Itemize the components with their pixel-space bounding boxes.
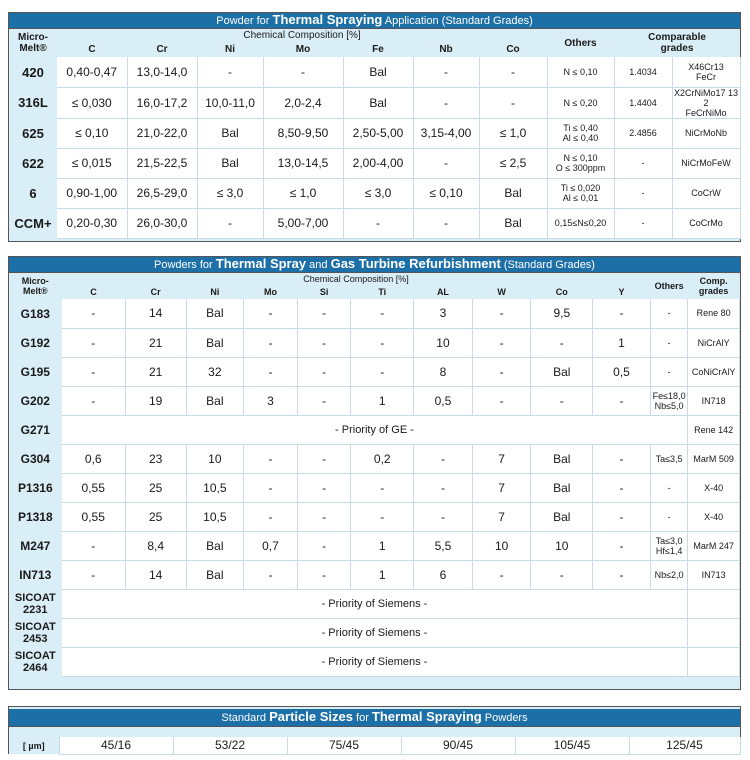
composition-cell: ≤ 3,0 xyxy=(343,178,413,208)
composition-cell: Bal xyxy=(186,386,244,415)
composition-cell: 10 xyxy=(472,531,531,560)
composition-cell: Bal xyxy=(343,87,413,118)
composition-cell: - xyxy=(244,502,298,531)
composition-cell: - xyxy=(414,502,473,531)
composition-cell: 1 xyxy=(593,328,651,357)
composition-cell: Bal xyxy=(531,502,593,531)
corner-label: Micro- Melt® xyxy=(21,276,49,296)
grade-label: G195 xyxy=(9,357,62,386)
others-header: Others xyxy=(654,281,684,291)
composition-cell: - xyxy=(244,328,298,357)
composition-cell: - xyxy=(413,57,479,87)
composition-cell: - xyxy=(297,473,351,502)
composition-cell: ≤ 0,10 xyxy=(57,118,127,148)
composition-cell: - xyxy=(351,328,414,357)
corner-label: Micro- Melt® xyxy=(18,32,48,54)
composition-cell: - xyxy=(593,560,651,589)
comparable-grade-cell: Rene 80 xyxy=(688,299,740,328)
composition-cell: - xyxy=(414,444,473,473)
others-cell: Ti ≤ 0,40 Al ≤ 0,40 xyxy=(547,118,614,148)
composition-cell: 0,55 xyxy=(62,473,126,502)
composition-cell: Bal xyxy=(197,148,263,178)
others-cell: - xyxy=(650,328,687,357)
table3-title-bold2: Thermal Spraying xyxy=(371,709,482,724)
table1-title-post: Application (Standard Grades) xyxy=(384,15,533,27)
comparable-grade-cell xyxy=(688,618,740,647)
grade-label: P1316 xyxy=(9,473,62,502)
composition-cell: - xyxy=(62,560,126,589)
composition-cell: 2,00-4,00 xyxy=(343,148,413,178)
priority-note: - Priority of Siemens - xyxy=(62,618,688,647)
material-number-cell: - xyxy=(614,148,672,178)
composition-cell: - xyxy=(593,502,651,531)
particle-size-cell: 105/45 xyxy=(515,737,629,754)
gas-turbine-table xyxy=(8,256,741,690)
table-row xyxy=(9,473,740,502)
table-row xyxy=(9,178,740,208)
grade-label: SICOAT 2464 xyxy=(9,647,62,676)
composition-cell: - xyxy=(62,299,126,328)
table1-grid xyxy=(9,29,741,239)
chem-caption: Chemical Composition [%] xyxy=(303,274,409,284)
composition-cell: 2,50-5,00 xyxy=(343,118,413,148)
grade-label: CCM+ xyxy=(9,208,57,238)
composition-cell: 25 xyxy=(125,473,186,502)
composition-cell: - xyxy=(479,87,547,118)
particle-size-cell: 75/45 xyxy=(287,737,401,754)
composition-cell: 5,5 xyxy=(414,531,473,560)
composition-cell: 32 xyxy=(186,357,244,386)
table-row xyxy=(9,148,740,178)
table1-title xyxy=(9,13,740,29)
composition-cell: 10 xyxy=(414,328,473,357)
grade-label: 420 xyxy=(9,57,57,87)
composition-cell: - xyxy=(593,444,651,473)
composition-cell: 21,5-22,5 xyxy=(127,148,197,178)
table1-title-bold: Thermal Spraying xyxy=(272,13,383,27)
table2-title-mid: and xyxy=(309,259,328,271)
comparable-grade-cell: X2CrNiMo17 13 2 FeCrNiMo xyxy=(674,87,739,118)
table3-title-mid: for xyxy=(356,712,369,724)
composition-cell: - xyxy=(62,531,126,560)
priority-note: - Priority of Siemens - xyxy=(62,589,688,618)
composition-cell: 9,5 xyxy=(531,299,593,328)
composition-cell: 0,90-1,00 xyxy=(57,178,127,208)
table-row xyxy=(9,618,740,647)
comparable-grade-cell: IN713 xyxy=(688,560,740,589)
table-row xyxy=(9,386,740,415)
grade-label: P1318 xyxy=(9,502,62,531)
material-number-cell: 1.4034 xyxy=(614,57,672,87)
grade-label: 6 xyxy=(9,178,57,208)
table3-title-pre: Standard xyxy=(221,712,267,724)
composition-cell: - xyxy=(472,328,531,357)
composition-cell: - xyxy=(62,386,126,415)
composition-cell: 0,40-0,47 xyxy=(57,57,127,87)
composition-cell: ≤ 0,030 xyxy=(57,87,127,118)
composition-cell: 14 xyxy=(125,299,186,328)
composition-cell: Bal xyxy=(186,299,244,328)
composition-cell: - xyxy=(351,473,414,502)
composition-cell: - xyxy=(197,208,263,238)
composition-cell: - xyxy=(297,386,351,415)
composition-cell: 8,50-9,50 xyxy=(263,118,343,148)
composition-cell: - xyxy=(351,299,414,328)
others-cell: - xyxy=(650,473,687,502)
table2-title-bold1: Thermal Spray xyxy=(215,257,307,271)
comparable-header: Comparable grades xyxy=(648,32,706,54)
composition-cell: Bal xyxy=(343,57,413,87)
composition-cell: 26,5-29,0 xyxy=(127,178,197,208)
priority-note: - Priority of GE - xyxy=(62,415,688,444)
table1-title-pre: Powder for xyxy=(216,15,270,27)
table-row xyxy=(9,589,740,618)
table-row xyxy=(9,87,740,118)
table-row xyxy=(9,502,740,531)
grade-label: 625 xyxy=(9,118,57,148)
composition-cell: ≤ 1,0 xyxy=(479,118,547,148)
table-row xyxy=(9,299,740,328)
table-row xyxy=(9,118,740,148)
particle-size-cell: 90/45 xyxy=(401,737,515,754)
composition-cell: 8,4 xyxy=(125,531,186,560)
element-header: Ti xyxy=(378,287,387,297)
composition-cell: 1 xyxy=(351,386,414,415)
composition-cell: Bal xyxy=(531,444,593,473)
composition-cell: 0,5 xyxy=(593,357,651,386)
composition-cell: 2,0-2,4 xyxy=(263,87,343,118)
comparable-grade-cell: MarM 509 xyxy=(688,444,740,473)
composition-cell: - xyxy=(62,328,126,357)
composition-cell: Bal xyxy=(186,560,244,589)
comparable-grade-cell: Rene 142 xyxy=(688,415,740,444)
composition-cell: - xyxy=(593,299,651,328)
composition-cell: - xyxy=(244,560,298,589)
element-header: Si xyxy=(319,287,329,297)
others-cell: - xyxy=(650,357,687,386)
composition-cell: Bal xyxy=(197,118,263,148)
comparable-grade-cell: CoNiCrAlY xyxy=(688,357,740,386)
comparable-grade-cell xyxy=(688,589,740,618)
composition-cell: - xyxy=(244,473,298,502)
element-header: AL xyxy=(436,287,449,297)
comparable-grade-cell: X-40 xyxy=(688,473,740,502)
composition-cell: ≤ 3,0 xyxy=(197,178,263,208)
composition-cell: 0,2 xyxy=(351,444,414,473)
table2-title-bold2: Gas Turbine Refurbishment xyxy=(330,257,501,271)
composition-cell: - xyxy=(413,148,479,178)
comparable-grade-cell: IN718 xyxy=(688,386,740,415)
table3-title-bold1: Particle Sizes xyxy=(269,709,353,724)
composition-cell: - xyxy=(297,444,351,473)
element-header: Mo xyxy=(263,287,277,297)
composition-cell: - xyxy=(351,502,414,531)
grade-label: G304 xyxy=(9,444,62,473)
composition-cell: 6 xyxy=(414,560,473,589)
priority-note: - Priority of Siemens - xyxy=(62,647,688,676)
element-header: C xyxy=(90,287,97,297)
table-row xyxy=(9,415,740,444)
composition-cell: 0,55 xyxy=(62,502,126,531)
others-cell: Ti ≤ 0,020 Al ≤ 0,01 xyxy=(547,178,614,208)
table3-grid xyxy=(9,737,741,755)
others-cell: N ≤ 0,10 xyxy=(547,57,614,87)
chem-caption: Chemical Composition [%] xyxy=(243,30,361,41)
composition-cell: 10 xyxy=(531,531,593,560)
composition-cell: - xyxy=(297,531,351,560)
thermal-spraying-table xyxy=(8,12,741,242)
table2-title xyxy=(9,257,740,273)
composition-cell: 3 xyxy=(244,386,298,415)
composition-cell: 10,5 xyxy=(186,473,244,502)
composition-cell: 0,5 xyxy=(414,386,473,415)
material-number-cell: 2.4856 xyxy=(614,118,672,148)
composition-cell: 1 xyxy=(351,560,414,589)
grade-label: IN713 xyxy=(9,560,62,589)
table2-title-post: (Standard Grades) xyxy=(503,259,595,271)
grade-label: SICOAT 2453 xyxy=(9,618,62,647)
composition-cell: - xyxy=(472,299,531,328)
comparable-grade-cell: X46Cr13 FeCr xyxy=(672,57,740,87)
element-header: Cr xyxy=(156,44,168,55)
element-header: Ni xyxy=(210,287,220,297)
table3-title xyxy=(9,709,740,727)
particle-sizes-table xyxy=(8,706,741,754)
particle-size-cell: 125/45 xyxy=(629,737,740,754)
composition-cell: 0,20-0,30 xyxy=(57,208,127,238)
composition-cell: 21 xyxy=(125,328,186,357)
table2-grid xyxy=(9,273,740,677)
composition-cell: 10 xyxy=(186,444,244,473)
composition-cell: 7 xyxy=(472,444,531,473)
grade-label: G271 xyxy=(9,415,62,444)
composition-cell: 1 xyxy=(351,531,414,560)
particle-size-cell: 45/16 xyxy=(59,737,173,754)
comparable-grade-cell: X-40 xyxy=(688,502,740,531)
element-header: Mo xyxy=(295,44,311,55)
composition-cell: - xyxy=(531,328,593,357)
composition-cell: - xyxy=(297,328,351,357)
composition-cell: 7 xyxy=(472,502,531,531)
table-row xyxy=(9,531,740,560)
others-cell: Ta≤3,0 Hf≤1,4 xyxy=(650,531,687,560)
material-number-cell: - xyxy=(614,178,672,208)
composition-cell: 10,0-11,0 xyxy=(197,87,263,118)
composition-cell: - xyxy=(62,357,126,386)
grade-label: SICOAT 2231 xyxy=(9,589,62,618)
element-header: Cr xyxy=(150,287,161,297)
composition-cell: 3 xyxy=(414,299,473,328)
element-header: Co xyxy=(506,44,520,55)
composition-cell: 21,0-22,0 xyxy=(127,118,197,148)
grade-label: 622 xyxy=(9,148,57,178)
composition-cell: Bal xyxy=(186,328,244,357)
composition-cell: 5,00-7,00 xyxy=(263,208,343,238)
composition-cell: - xyxy=(244,357,298,386)
composition-cell: - xyxy=(343,208,413,238)
composition-cell: - xyxy=(593,473,651,502)
composition-cell: 0,7 xyxy=(244,531,298,560)
composition-cell: - xyxy=(531,560,593,589)
composition-cell: 23 xyxy=(125,444,186,473)
particle-size-cell: 53/22 xyxy=(173,737,287,754)
material-number-cell: 1.4404 xyxy=(614,87,672,118)
particle-size-row xyxy=(9,737,740,754)
table-row xyxy=(9,357,740,386)
composition-cell: 8 xyxy=(414,357,473,386)
element-header: Fe xyxy=(372,44,384,55)
comparable-grade-cell: CoCrMo xyxy=(672,208,740,238)
composition-cell: - xyxy=(472,386,531,415)
table3-title-post: Powders xyxy=(484,712,528,724)
composition-cell: - xyxy=(413,87,479,118)
composition-cell: 16,0-17,2 xyxy=(127,87,197,118)
composition-cell: Bal xyxy=(479,208,547,238)
grade-label: 316L xyxy=(9,87,57,118)
comparable-grade-cell: MarM 247 xyxy=(688,531,740,560)
comparable-header: Comp. grades xyxy=(698,276,729,296)
comparable-grade-cell: NiCrMoNb xyxy=(672,118,740,148)
others-header: Others xyxy=(564,37,597,49)
grade-label: G192 xyxy=(9,328,62,357)
composition-cell: 21 xyxy=(125,357,186,386)
composition-cell: ≤ 0,015 xyxy=(57,148,127,178)
composition-cell: Bal xyxy=(186,531,244,560)
composition-cell: - xyxy=(297,299,351,328)
composition-cell: 13,0-14,0 xyxy=(127,57,197,87)
composition-cell: 3,15-4,00 xyxy=(413,118,479,148)
composition-cell: - xyxy=(472,357,531,386)
composition-cell: - xyxy=(351,357,414,386)
others-cell: N ≤ 0,20 xyxy=(547,87,614,118)
composition-cell: - xyxy=(593,386,651,415)
others-cell: - xyxy=(650,299,687,328)
table2-title-pre: Powders for xyxy=(154,259,213,271)
composition-cell: - xyxy=(531,386,593,415)
unit-label: [ µm] xyxy=(9,737,59,754)
grade-label: G183 xyxy=(9,299,62,328)
composition-cell: 14 xyxy=(125,560,186,589)
composition-cell: - xyxy=(263,57,343,87)
composition-cell: - xyxy=(297,357,351,386)
comparable-grade-cell xyxy=(688,647,740,676)
table-row xyxy=(9,208,740,238)
composition-cell: 0,6 xyxy=(62,444,126,473)
composition-cell: - xyxy=(593,531,651,560)
element-header: C xyxy=(88,44,96,55)
composition-cell: 13,0-14,5 xyxy=(263,148,343,178)
others-cell: Fe≤18,0 Nb≤5,0 xyxy=(650,386,687,415)
others-cell: Ta≤3,5 xyxy=(650,444,687,473)
others-cell: 0,15≤N≤0,20 xyxy=(547,208,614,238)
table-row xyxy=(9,328,740,357)
composition-cell: - xyxy=(479,57,547,87)
element-header: W xyxy=(497,287,506,297)
composition-cell: Bal xyxy=(531,357,593,386)
composition-cell: - xyxy=(297,560,351,589)
composition-cell: Bal xyxy=(531,473,593,502)
composition-cell: - xyxy=(414,473,473,502)
comparable-grade-cell: NiCrAlY xyxy=(688,328,740,357)
composition-cell: - xyxy=(297,502,351,531)
composition-cell: 19 xyxy=(125,386,186,415)
composition-cell: ≤ 1,0 xyxy=(263,178,343,208)
grade-label: M247 xyxy=(9,531,62,560)
composition-cell: - xyxy=(244,444,298,473)
grade-label: G202 xyxy=(9,386,62,415)
composition-cell: - xyxy=(413,208,479,238)
table-row xyxy=(9,560,740,589)
element-header: Nb xyxy=(439,44,453,55)
others-cell: - xyxy=(650,502,687,531)
composition-cell: Bal xyxy=(479,178,547,208)
composition-cell: ≤ 0,10 xyxy=(413,178,479,208)
composition-cell: 25 xyxy=(125,502,186,531)
composition-cell: - xyxy=(472,560,531,589)
element-header: Y xyxy=(618,287,625,297)
others-cell: N ≤ 0,10 O ≤ 300ppm xyxy=(547,148,614,178)
composition-cell: 10,5 xyxy=(186,502,244,531)
material-number-cell: - xyxy=(614,208,672,238)
table-row xyxy=(9,444,740,473)
table-row xyxy=(9,647,740,676)
element-header: Co xyxy=(555,287,568,297)
composition-cell: ≤ 2,5 xyxy=(479,148,547,178)
comparable-grade-cell: NiCrMoFeW xyxy=(672,148,740,178)
comparable-grade-cell: CoCrW xyxy=(672,178,740,208)
composition-cell: 26,0-30,0 xyxy=(127,208,197,238)
table-row xyxy=(9,57,740,87)
composition-cell: 7 xyxy=(472,473,531,502)
others-cell: Nb≤2,0 xyxy=(650,560,687,589)
composition-cell: - xyxy=(197,57,263,87)
element-header: Ni xyxy=(225,44,235,55)
composition-cell: - xyxy=(244,299,298,328)
